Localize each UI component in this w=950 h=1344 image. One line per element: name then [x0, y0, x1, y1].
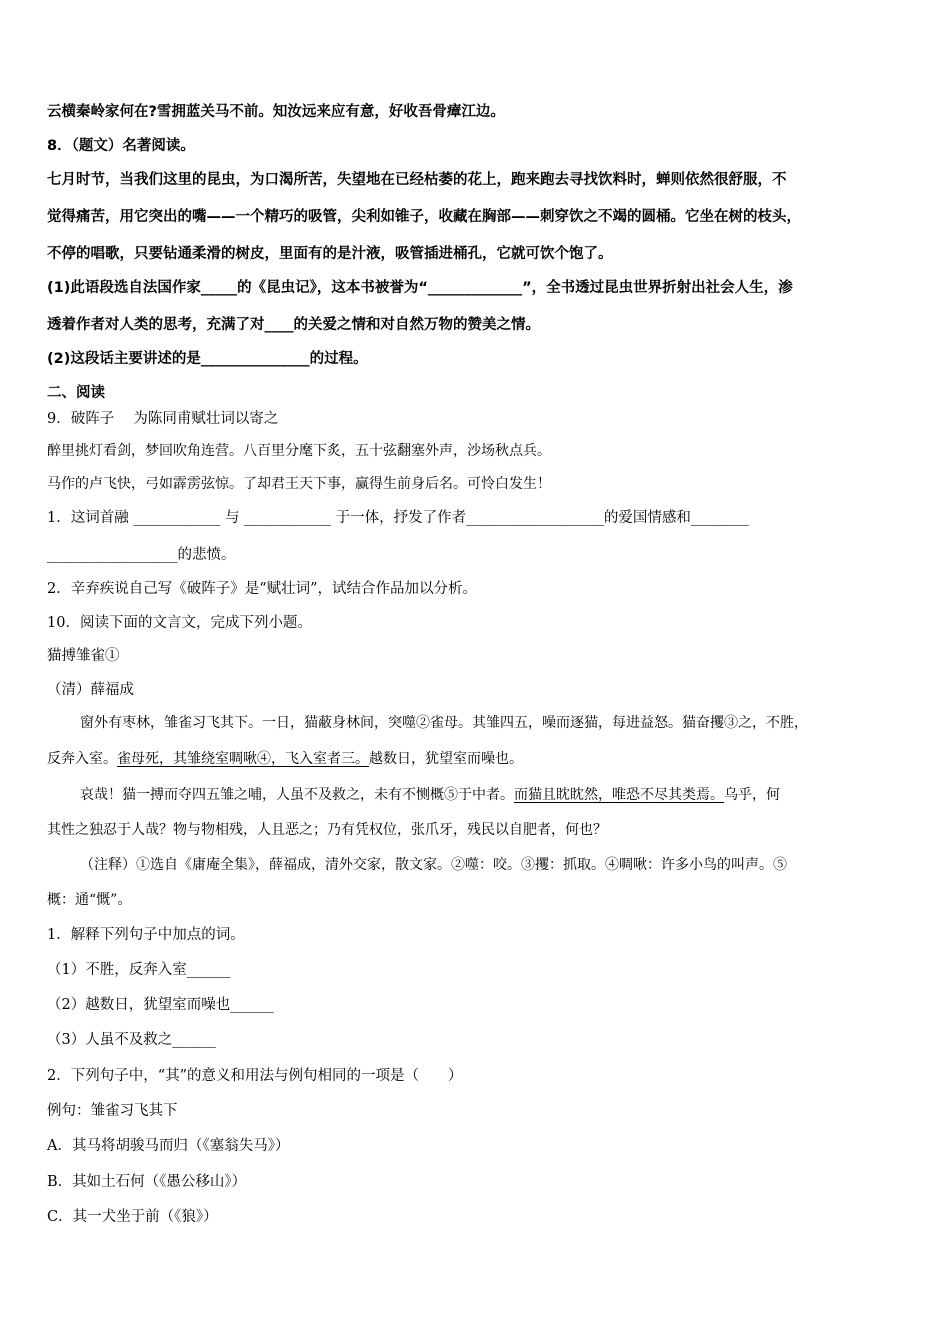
question-10-1: 1．解释下列句子中加点的词。: [47, 927, 245, 943]
sub-question: （3）人虽不及救之______: [47, 1032, 216, 1048]
question-8-1-cont: 透着作者对人类的思考，充满了对____的关爱之情和对自然万物的赞美之情。: [47, 317, 540, 333]
option-b: B．其如土石何（《愚公移山》）: [47, 1174, 247, 1190]
question-10-title: 10．阅读下面的文言文，完成下列小题。: [47, 615, 312, 631]
question-9-1: 1．这词首融 ____________ 与 ____________ 于一体，抒发了作者___________________的爱国情感和________: [47, 510, 749, 526]
passage-line: 七月时节，当我们这里的昆虫，为口渴所苦，失望地在已经枯萎的花上，跑来跑去寻找饮料时，蝉则依然很舒服，不: [47, 172, 787, 188]
question-9-2: 2．辛弃疾说自己写《破阵子》是“赋壮词”，试结合作品加以分析。: [47, 581, 478, 597]
underlined-sentence: 雀母死，其雏绕室啁啾④，飞入室者三。: [117, 751, 369, 767]
notes: （注释）①选自《庸庵全集》，薛福成，清外交家，散文家。②噬：咬。③攫：抓取。④啁啾：许多小鸟的叫声。⑤: [80, 857, 787, 873]
question-8-1: (1)此语段选自法国作家_____的《昆虫记》，这本书被誉为“_____________”，全书透过昆虫世界折射出社会人生，渗: [47, 280, 793, 296]
plain-text: 越数日，犹望室而噪也。: [369, 751, 523, 767]
article-author: （清）薛福成: [47, 682, 134, 698]
article-paragraph-cont: 其性之独忍于人哉？物与物相残，人且恶之；乃有凭权位，张爪牙，残民以自肥者，何也？: [47, 822, 607, 838]
question-8-2: (2)这段话主要讲述的是_______________的过程。: [47, 351, 368, 367]
underlined-sentence: 而猫且眈眈然，唯恐不尽其类焉。: [514, 787, 724, 803]
example-sentence: 例句：雏雀习飞其下: [47, 1103, 178, 1119]
question-10-2: 2．下列句子中，“其”的意义和用法与例句相同的一项是（ ）: [47, 1068, 463, 1084]
article-paragraph-cont: [47, 749, 523, 769]
plain-text: 反奔入室。: [47, 751, 117, 767]
sub-question: （2）越数日，犹望室而噪也______: [47, 997, 274, 1013]
option-a: A．其马将胡骏马而归（《塞翁失马》）: [47, 1138, 290, 1154]
notes-cont: 概：通“慨”。: [47, 892, 132, 908]
sub-question: （1）不胜，反奔入室______: [47, 962, 231, 978]
poem-line: 云横秦岭家何在?雪拥蓝关马不前。知汝远来应有意，好收吾骨瘴江边。: [47, 104, 505, 120]
article-paragraph: [80, 785, 780, 805]
question-9-1-cont: __________________的悲愤。: [47, 547, 236, 563]
passage-line: 不停的唱歌，只要钻通柔滑的树皮，里面有的是汁液，吸管插进桶孔，它就可饮个饱了。: [47, 246, 613, 262]
question-9-title: 9．破阵子 为陈同甫赋壮词以寄之: [47, 411, 279, 427]
article-paragraph: 窗外有枣林，雏雀习飞其下。一日，猫蔽身林间，突噬②雀母。其雏四五，噪而逐猫，每进益怒。猫奋攫③之，不胜，: [80, 715, 808, 731]
plain-text: 哀哉！猫一搏而夺四五雏之哺，人虽不及救之，未有不恻概⑤于中者。: [80, 787, 514, 803]
poem-line: 马作的卢飞快，弓如霹雳弦惊。了却君王天下事，赢得生前身后名。可怜白发生！: [47, 476, 551, 492]
question-8-title: 8．（题文）名著阅读。: [47, 138, 195, 154]
section-heading-reading: 二、阅读: [47, 385, 105, 401]
plain-text: 乌乎，何: [724, 787, 780, 803]
poem-line: 醉里挑灯看剑，梦回吹角连营。八百里分麾下炙，五十弦翻塞外声，沙场秋点兵。: [47, 443, 551, 459]
article-title: 猫搏雏雀①: [47, 648, 120, 664]
option-c: C．其一犬坐于前（《狼》）: [47, 1209, 218, 1225]
passage-line: 觉得痛苦，用它突出的嘴——一个精巧的吸管，尖利如锥子，收藏在胸部——刺穿饮之不竭的圆桶。它坐在树的枝头，: [47, 209, 801, 225]
